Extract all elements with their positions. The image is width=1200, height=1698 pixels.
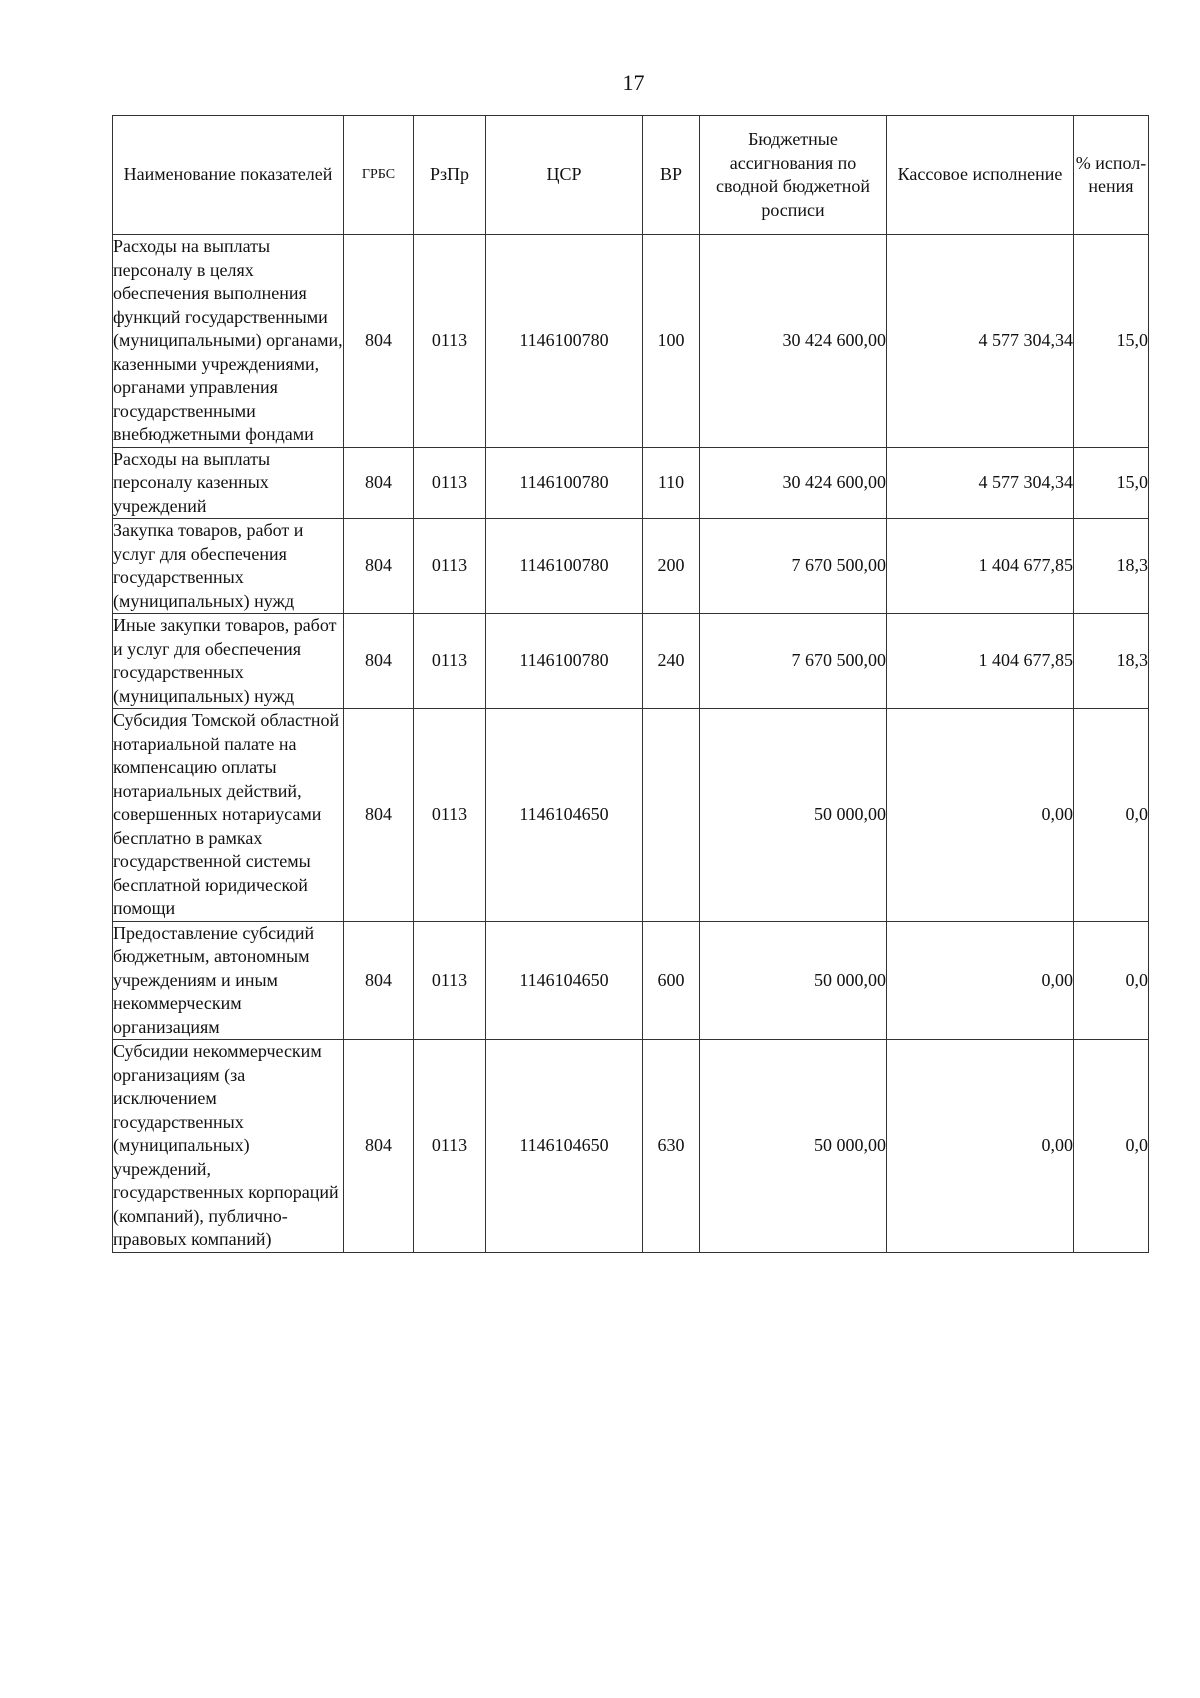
row-name: Предоставление субсидий бюджетным, автономным учреждениям и иным некоммерческим организациям <box>113 921 344 1040</box>
row-cash: 1 404 677,85 <box>887 519 1074 614</box>
row-csr: 1146100780 <box>486 447 643 519</box>
header-percent: % испол-нения <box>1074 116 1149 235</box>
row-cash: 4 577 304,34 <box>887 235 1074 448</box>
row-percent: 0,0 <box>1074 921 1149 1040</box>
table-row <box>113 447 1149 519</box>
row-csr: 1146100780 <box>486 235 643 448</box>
row-name: Расходы на выплаты персоналу в целях обеспечения выполнения функций государственными (муниципальными) органами, казенными учреждениями, органами управления государственными внебюджетными фондами <box>113 235 344 448</box>
row-percent: 15,0 <box>1074 447 1149 519</box>
table-row <box>113 709 1149 922</box>
row-name: Субсидия Томской областной нотариальной палате на компенсацию оплаты нотариальных действий, совершенных нотариусами бесплатно в рамках государственной системы бесплатной юридической помощи <box>113 709 344 922</box>
row-budget: 7 670 500,00 <box>700 519 887 614</box>
row-name: Закупка товаров, работ и услуг для обеспечения государственных (муниципальных) нужд <box>113 519 344 614</box>
row-rzpr: 0113 <box>414 519 486 614</box>
row-rzpr: 0113 <box>414 921 486 1040</box>
table-row <box>113 614 1149 709</box>
row-vr <box>643 709 700 922</box>
row-percent: 18,3 <box>1074 614 1149 709</box>
row-csr: 1146104650 <box>486 921 643 1040</box>
header-rzpr: РзПр <box>414 116 486 235</box>
row-csr: 1146104650 <box>486 709 643 922</box>
row-budget: 30 424 600,00 <box>700 447 887 519</box>
row-percent: 18,3 <box>1074 519 1149 614</box>
row-cash: 1 404 677,85 <box>887 614 1074 709</box>
row-grbs: 804 <box>344 921 414 1040</box>
row-csr: 1146100780 <box>486 519 643 614</box>
row-name: Расходы на выплаты персоналу казенных учреждений <box>113 447 344 519</box>
row-rzpr: 0113 <box>414 447 486 519</box>
row-vr: 110 <box>643 447 700 519</box>
row-grbs: 804 <box>344 614 414 709</box>
row-vr: 240 <box>643 614 700 709</box>
table-row <box>113 235 1149 448</box>
row-vr: 100 <box>643 235 700 448</box>
row-csr: 1146104650 <box>486 1040 643 1253</box>
header-cash: Кассовое исполнение <box>887 116 1074 235</box>
row-cash: 4 577 304,34 <box>887 447 1074 519</box>
table-row <box>113 921 1149 1040</box>
row-vr: 630 <box>643 1040 700 1253</box>
page-number: 17 <box>622 70 645 95</box>
row-budget: 50 000,00 <box>700 921 887 1040</box>
row-vr: 600 <box>643 921 700 1040</box>
row-name: Субсидии некоммерческим организациям (за исключением государственных (муниципальных) учреждений, государственных корпораций (компаний), публично-правовых компаний) <box>113 1040 344 1253</box>
budget-execution-table <box>112 115 1149 1253</box>
row-rzpr: 0113 <box>414 614 486 709</box>
row-rzpr: 0113 <box>414 235 486 448</box>
row-cash: 0,00 <box>887 709 1074 922</box>
row-grbs: 804 <box>344 709 414 922</box>
row-budget: 30 424 600,00 <box>700 235 887 448</box>
header-budget: Бюджетные ассигнования по сводной бюджетной росписи <box>700 116 887 235</box>
table-row <box>113 1040 1149 1253</box>
row-grbs: 804 <box>344 447 414 519</box>
row-name: Иные закупки товаров, работ и услуг для обеспечения государственных (муниципальных) нужд <box>113 614 344 709</box>
header-csr: ЦСР <box>486 116 643 235</box>
table-header-row <box>113 116 1149 235</box>
row-percent: 0,0 <box>1074 1040 1149 1253</box>
row-grbs: 804 <box>344 519 414 614</box>
row-budget: 7 670 500,00 <box>700 614 887 709</box>
row-rzpr: 0113 <box>414 709 486 922</box>
row-budget: 50 000,00 <box>700 709 887 922</box>
table-row <box>113 519 1149 614</box>
row-cash: 0,00 <box>887 1040 1074 1253</box>
header-vr: ВР <box>643 116 700 235</box>
row-budget: 50 000,00 <box>700 1040 887 1253</box>
row-vr: 200 <box>643 519 700 614</box>
row-percent: 0,0 <box>1074 709 1149 922</box>
row-grbs: 804 <box>344 1040 414 1253</box>
header-grbs: ГРБС <box>344 116 414 235</box>
row-grbs: 804 <box>344 235 414 448</box>
row-cash: 0,00 <box>887 921 1074 1040</box>
header-name: Наименование показателей <box>113 116 344 235</box>
row-rzpr: 0113 <box>414 1040 486 1253</box>
row-csr: 1146100780 <box>486 614 643 709</box>
row-percent: 15,0 <box>1074 235 1149 448</box>
